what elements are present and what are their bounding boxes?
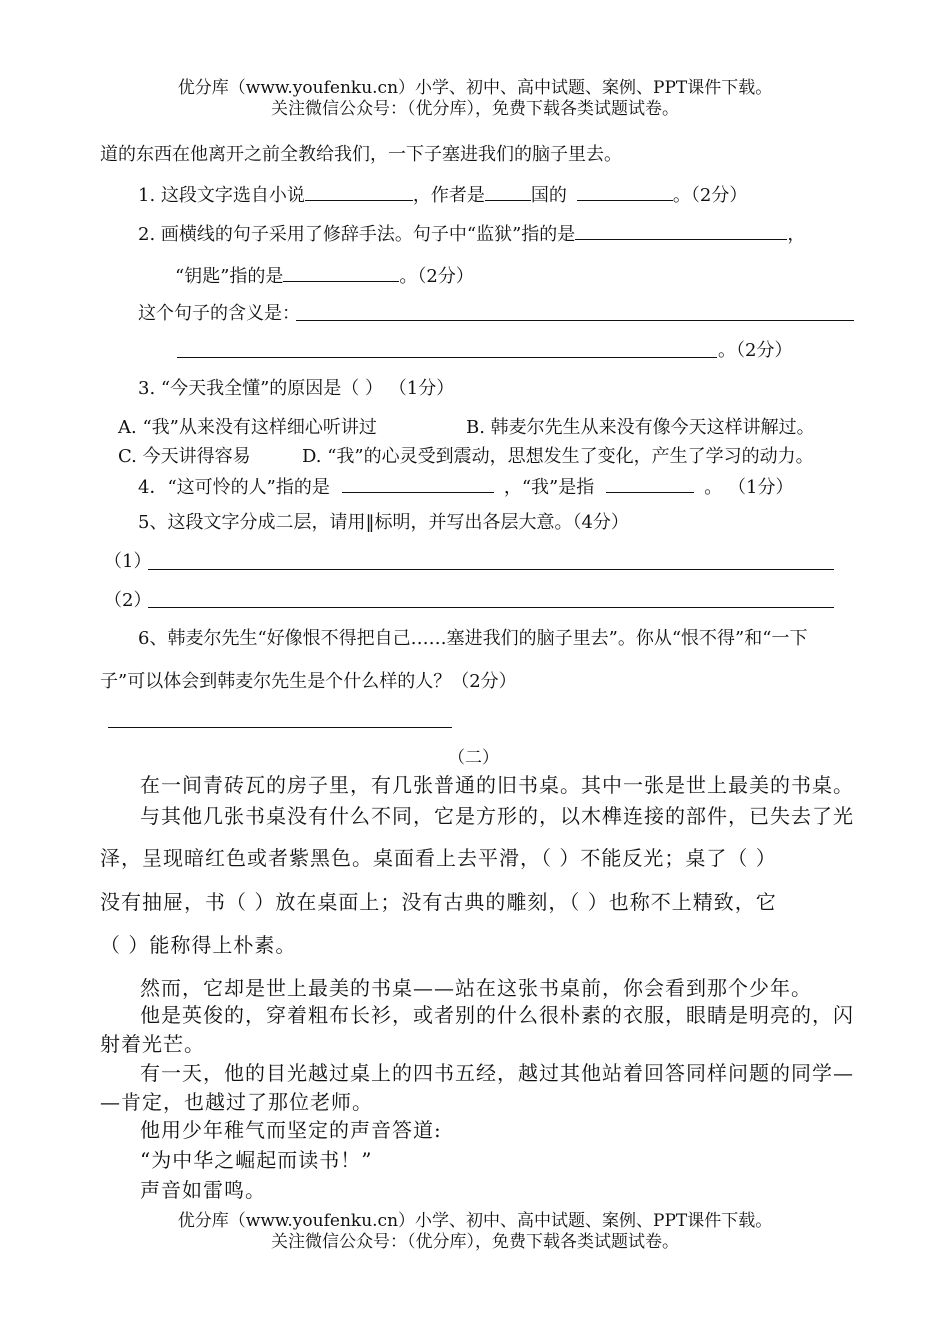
header-line-2: 关注微信公众号：（优分库），免费下载各类试题试卷。 xyxy=(271,99,679,119)
q6-answer-line[interactable] xyxy=(108,727,452,728)
q1-text-a: 1. 这段文字选自小说 xyxy=(138,185,305,206)
question-3: 3. “今天我全懂”的原因是（ ） （1分） xyxy=(138,378,455,399)
s2-paragraph-7: “为中华之崛起而读书！” xyxy=(140,1148,373,1172)
question-2-meaning-label: 这个句子的含义是： xyxy=(138,303,300,324)
q3-option-b[interactable]: B. 韩麦尔先生从来没有像今天这样讲解过。 xyxy=(466,417,815,438)
q4-blank-person[interactable] xyxy=(342,476,494,493)
q4-blank-me[interactable] xyxy=(606,476,694,493)
q5-answer-line-1[interactable] xyxy=(148,569,834,570)
question-2-meaning-score: 。（2分） xyxy=(718,340,793,361)
q5-label-1: （1） xyxy=(104,551,152,572)
question-2-line-2 xyxy=(175,265,474,286)
question-4 xyxy=(138,476,793,497)
question-6-line-1: 6、韩麦尔先生“好像恨不得把自己……塞进我们的脑子里去”。你从“恨不得”和“一下 xyxy=(138,628,808,649)
footer-line-2: 关注微信公众号：（优分库），免费下载各类试题试卷。 xyxy=(271,1232,679,1252)
q3-option-c[interactable]: C. 今天讲得容易 xyxy=(118,446,251,467)
q1-blank-country[interactable] xyxy=(485,184,531,201)
passage-continuation: 道的东西在他离开之前全教给我们，一下子塞进我们的脑子里去。 xyxy=(100,144,622,165)
q1-text-b: ，作者是 xyxy=(412,185,485,206)
q3-option-a[interactable]: A. “我”从来没有这样细心听讲过 xyxy=(118,417,377,438)
q2-key-text: “钥匙”指的是 xyxy=(175,266,284,287)
q2-text-a: 2. 画横线的句子采用了修辞手法。句子中“监狱”指的是 xyxy=(138,224,576,245)
q5-answer-line-2[interactable] xyxy=(148,607,834,608)
q1-blank-author[interactable] xyxy=(577,184,673,201)
q4-text-a: 4．“这可怜的人”指的是 xyxy=(138,477,330,498)
footer-line-1: 优分库（www.youfenku.cn）小学、初中、高中试题、案例、PPT课件下载。 xyxy=(177,1211,773,1231)
q5-label-2: （2） xyxy=(104,590,152,611)
q3-option-d[interactable]: D. “我”的心灵受到震动，思想发生了变化，产生了学习的动力。 xyxy=(302,446,814,467)
s2-paragraph-6: 他用少年稚气而坚定的声音答道: xyxy=(140,1118,442,1142)
q2-key-score: 。（2分） xyxy=(399,266,474,287)
section-2-title: （二） xyxy=(448,748,499,768)
q4-text-c: 。 （1分） xyxy=(704,477,794,498)
s2-paragraph-3: 然而，它却是世上最美的书桌——站在这张书桌前，你会看到那个少年。 xyxy=(140,976,812,1000)
s2-paragraph-4-line-1: 他是英俊的，穿着粗布长衫，或者别的什么很朴素的衣服，眼睛是明亮的，闪 xyxy=(140,1003,854,1027)
s2-paragraph-2-line-3: 没有抽屉，书（ ）放在桌面上；没有古典的雕刻，（ ）也称不上精致，它 xyxy=(100,890,777,914)
q2-meaning-blank-2[interactable] xyxy=(177,357,717,358)
s2-paragraph-8: 声音如雷鸣。 xyxy=(140,1178,266,1202)
question-2 xyxy=(138,223,805,244)
q1-text-c: 国的 xyxy=(530,185,567,206)
q2-meaning-blank-1[interactable] xyxy=(296,320,854,321)
q2-blank-key[interactable] xyxy=(283,265,399,282)
s2-paragraph-1: 在一间青砖瓦的房子里，有几张普通的旧书桌。其中一张是世上最美的书桌。 xyxy=(140,773,854,797)
q4-text-b: ，“我”是指 xyxy=(503,477,595,498)
q2-text-b: ， xyxy=(787,224,806,245)
s2-paragraph-5-line-2: —肯定，也越过了那位老师。 xyxy=(100,1090,373,1114)
s2-paragraph-2-line-2: 泽，呈现暗红色或者紫黑色。桌面看上去平滑，（ ）不能反光；桌了（ ） xyxy=(100,846,777,870)
question-1 xyxy=(138,184,747,205)
question-6-line-2: 子”可以体会到韩麦尔先生是个什么样的人？（2分） xyxy=(100,671,517,692)
s2-paragraph-4-line-2: 射着光芒。 xyxy=(100,1032,205,1056)
q1-text-d: 。（2分） xyxy=(672,185,748,206)
s2-paragraph-2-line-1: 与其他几张书桌没有什么不同，它是方形的，以木榫连接的部件，已失去了光 xyxy=(140,804,854,828)
q2-blank-prison[interactable] xyxy=(575,223,787,240)
question-5: 5、这段文字分成二层，请用‖标明，并写出各层大意。（4分） xyxy=(138,512,629,533)
s2-paragraph-5-line-1: 有一天，他的目光越过桌上的四书五经，越过其他站着回答同样问题的同学— xyxy=(140,1061,854,1085)
s2-paragraph-2-line-4: （ ）能称得上朴素。 xyxy=(100,933,297,957)
q1-blank-novel[interactable] xyxy=(305,184,413,201)
header-line-1: 优分库（www.youfenku.cn）小学、初中、高中试题、案例、PPT课件下载。 xyxy=(177,78,773,98)
